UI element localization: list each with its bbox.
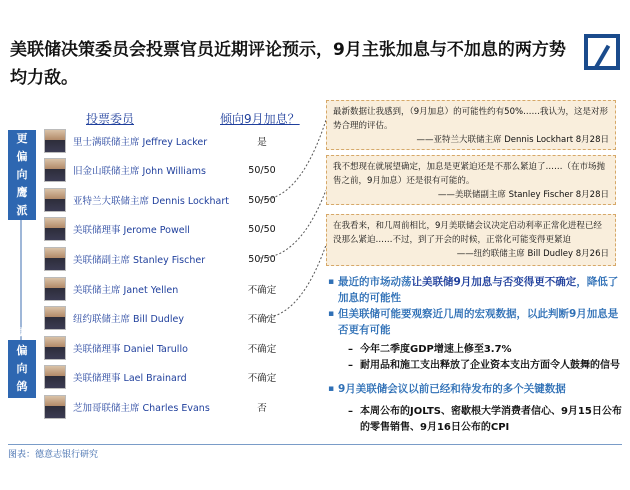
- footer-divider: [8, 444, 622, 445]
- quote-source: ——亚特兰大联储主席 Dennis Lockhart 8月28日: [416, 135, 609, 145]
- bullet-key-data: ▪ 9月美联储会议以前已经和待发布的多个关键数据: [328, 383, 566, 395]
- member-name: 纽约联储主席 Bill Dudley: [73, 314, 184, 325]
- quote-text: 在我看来，和几周前相比，9月美联储会议决定启动利率正常化进程已经没那么紧迫……不过，到了开会的时候，正常化可能变得更紧迫: [333, 221, 602, 245]
- dash-icon: –: [348, 406, 353, 417]
- stance-header: 倾向9月加息？: [220, 112, 300, 126]
- sub-bullet: – 耐用品和施工支出释放了企业资本支出方面令人鼓舞的信号: [348, 358, 624, 374]
- quote-text: 最新数据让我感到，（9月加息）的可能性约有50%……我认为，这是对形势合理的评估。: [333, 107, 609, 131]
- bullet-macro-data: ▪ 但美联储可能要观察近几周的宏观数据，以此判断9月加息是否更有可能: [328, 308, 619, 336]
- member-stance: 不确定: [247, 373, 277, 384]
- member-name: 芝加哥联储主席 Charles Evans: [73, 403, 210, 414]
- quote-source: ——纽约联储主席 Bill Dudley 8月26日: [456, 249, 609, 259]
- member-name: 美联储理事 Daniel Tarullo: [73, 344, 188, 355]
- members-header: 投票委员: [86, 112, 135, 126]
- member-name: 美联储主席 Janet Yellen: [73, 285, 179, 296]
- member-stance: 50/50: [248, 253, 276, 265]
- quote-box: [326, 100, 616, 150]
- member-name: 旧金山联储主席 John Williams: [73, 166, 206, 177]
- member-stance: 是: [257, 137, 267, 148]
- member-name: 里士满联储主席 Jeffrey Lacker: [73, 137, 208, 148]
- member-stance: 50/50: [248, 164, 276, 176]
- dash-icon: –: [348, 360, 353, 371]
- quote-box: [326, 155, 616, 205]
- bullet-icon: ▪: [328, 384, 335, 394]
- member-name: 美联储理事 Jerome Powell: [73, 225, 190, 236]
- member-stance: 不确定: [247, 285, 277, 296]
- member-name: 亚特兰大联储主席 Dennis Lockhart: [73, 196, 229, 207]
- hawk-label: 更 偏 向 鹰 派: [8, 130, 36, 220]
- bullet-market-turmoil: ▪ 最近的市场动荡让美联储9月加息与否变得更不确定，降低了加息的可能性: [328, 276, 619, 304]
- page-title: 美联储决策委员会投票官员近期评论预示，9月主张加息与不加息的两方势均力敌。: [10, 40, 566, 88]
- bullet-icon: ▪: [328, 277, 335, 287]
- member-stance: 不确定: [247, 344, 277, 355]
- dove-label: 更 偏 向 鸽 派: [8, 340, 36, 398]
- member-name: 美联储副主席 Stanley Fischer: [73, 255, 206, 266]
- member-stance: 50/50: [248, 223, 276, 235]
- bullet-icon: ▪: [328, 309, 335, 319]
- member-stance: 不确定: [247, 314, 277, 325]
- quote-source: ——美联储副主席 Stanley Fischer 8月28日: [437, 190, 609, 200]
- footer-source: 图表：德意志银行研究: [8, 450, 99, 460]
- dash-icon: –: [348, 344, 353, 355]
- member-name: 美联储理事 Lael Brainard: [73, 373, 187, 384]
- quote-box: [326, 214, 616, 266]
- sub-bullet: – 今年二季度GDP增速上修至3.7%: [348, 342, 624, 358]
- member-stance: 否: [257, 403, 267, 414]
- quote-text: 我不想现在就展望确定，加息是更紧迫还是不那么紧迫了……（在市场抛售之前，9月加息）还是很有可能的。: [333, 162, 606, 186]
- sub-bullet: – 本周公布的JOLTS、密歇根大学消费者信心、9月15日公布的零售销售、9月16日公布的CPI: [348, 406, 622, 433]
- member-stance: 50/50: [248, 194, 276, 206]
